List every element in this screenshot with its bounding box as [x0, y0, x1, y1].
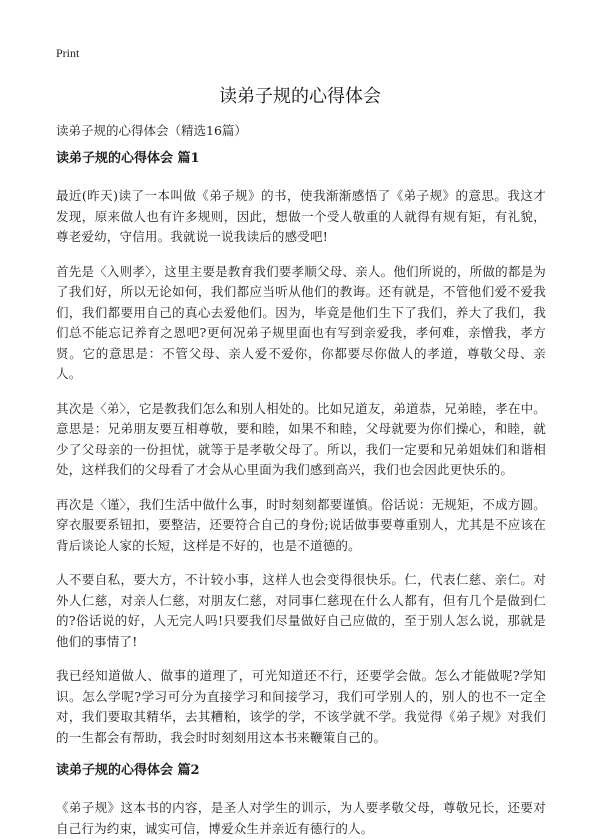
print-link[interactable]: Print [56, 46, 80, 60]
paragraph: 最近(昨天)读了一本叫做《弟子规》的书，使我渐渐感悟了《弟子规》的意思。我这才发现，原来做人也有许多规则，因此，想做一个受人敬重的人就得有规有矩，有礼貌，尊老爱幼，守信用。我就说一说我读后的感受吧! [56, 188, 546, 244]
document-subtitle: 读弟子规的心得体会（精选16篇） [56, 123, 247, 138]
page-title: 读弟子规的心得体会 [219, 86, 381, 107]
section-heading-2: 读弟子规的心得体会 篇2 [56, 763, 200, 778]
paragraph: 再次是〈谨〉，我们生活中做什么事，时时刻刻都要谨慎。俗话说：无规矩，不成方圆。穿衣服要系钮扣，要整洁，还要符合自己的身份;说话做事要尊重别人，尤其是不应该在背后谈论人家的长短，这样是不好的，也是不道德的。 [56, 496, 546, 553]
article-body [56, 150, 546, 839]
section-heading-1: 读弟子规的心得体会 篇1 [56, 151, 200, 166]
paragraph: 我已经知道做人、做事的道理了，可光知道还不行，还要学会做。怎么才能做呢?学知识。怎么学呢?学习可分为直接学习和间接学习，我们可学别人的，别人的也不一定全对，我们要取其精华，去其糟粕，该学的学，不该学就不学。我觉得《弟子规》对我们的一生都会有帮助，我会时时刻刻用这本书来鞭策自己的。 [56, 668, 546, 745]
paragraph: 其次是〈弟〉，它是教我们怎么和别人相处的。比如兄道友，弟道恭，兄弟睦，孝在中。意思是：兄弟朋友要互相尊敬，要和睦，如果不和睦，父母就要为你们操心，和睦，就少了父母亲的一份担忧，就等于是孝敬父母了。所以，我们一定要和兄弟姐妹们和谐相处，这样我们的父母看了才会从心里面为我们感到高兴，我们也会因此更快乐的。 [56, 400, 546, 477]
paragraph: 首先是〈入则孝〉，这里主要是教育我们要孝顺父母、亲人。他们所说的，所做的都是为了我们好，所以无论如何，我们都应当听从他们的教诲。还有就是，不管他们爱不爱我们，我们都要用自己的真心去爱他们。因为，毕竟是他们生下了我们，养大了我们，我们总不能忘记养育之恩吧?更何况弟子规里面也有写到亲爱我，孝何难，亲憎我，孝方贤。它的意思是：不管父母、亲人爱不爱你，你都要尽你做人的孝道，尊敬父母、亲人。 [56, 263, 546, 381]
paragraph: 《弟子规》这本书的内容，是圣人对学生的训示，为人要孝敬父母，尊敬兄长，还要对自己行为约束，诚实可信，博爱众生并亲近有德行的人。 [56, 800, 546, 836]
paragraph: 人不要自私，要大方，不计较小事，这样人也会变得很快乐。仁，代表仁慈、亲仁。对外人仁慈，对亲人仁慈，对朋友仁慈，对同事仁慈现在什么人都有，但有几个是做到仁的?俗话说的好，人无完人吗!只要我们尽量做好自己应做的，至于别人怎么说，那就是他们的事情了! [56, 572, 546, 649]
